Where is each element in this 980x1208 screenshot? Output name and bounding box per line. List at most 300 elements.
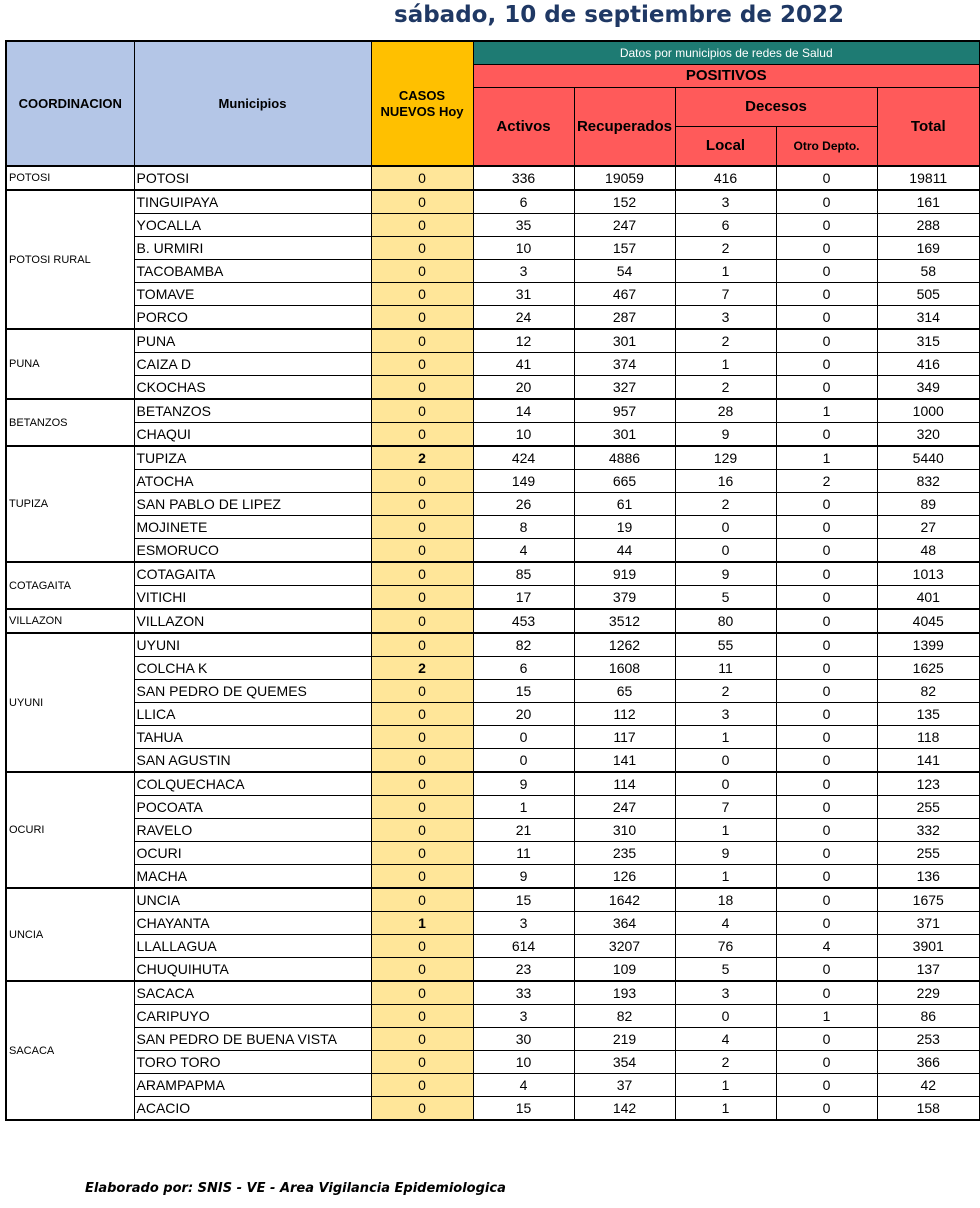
municipio-cell: LLALLAGUA	[134, 935, 371, 958]
recuperados-cell: 354	[574, 1051, 675, 1074]
municipio-cell: SAN PABLO DE LIPEZ	[134, 493, 371, 516]
local-cell: 9	[675, 842, 776, 865]
total-cell: 229	[877, 981, 980, 1005]
new-cases-cell: 0	[371, 562, 473, 586]
activos-cell: 85	[473, 562, 574, 586]
municipio-cell: ESMORUCO	[134, 539, 371, 563]
local-cell: 1	[675, 1074, 776, 1097]
municipio-cell: SAN PEDRO DE QUEMES	[134, 680, 371, 703]
recuperados-cell: 19059	[574, 166, 675, 190]
table-row	[6, 726, 980, 749]
activos-cell: 20	[473, 703, 574, 726]
new-cases-cell: 0	[371, 1005, 473, 1028]
recuperados-cell: 117	[574, 726, 675, 749]
activos-cell: 3	[473, 912, 574, 935]
new-cases-cell: 0	[371, 680, 473, 703]
new-cases-cell: 0	[371, 796, 473, 819]
activos-cell: 17	[473, 586, 574, 610]
municipio-cell: TACOBAMBA	[134, 260, 371, 283]
table-row	[6, 376, 980, 400]
activos-cell: 1	[473, 796, 574, 819]
municipio-cell: TINGUIPAYA	[134, 190, 371, 214]
local-cell: 2	[675, 376, 776, 400]
local-cell: 2	[675, 680, 776, 703]
header-total: Total	[877, 88, 980, 167]
new-cases-cell: 0	[371, 819, 473, 842]
recuperados-cell: 957	[574, 399, 675, 423]
municipio-cell: LLICA	[134, 703, 371, 726]
municipios-table	[5, 40, 980, 1121]
total-cell: 137	[877, 958, 980, 982]
local-cell: 1	[675, 865, 776, 889]
total-cell: 349	[877, 376, 980, 400]
table-row	[6, 819, 980, 842]
coordinacion-cell: POTOSI	[6, 166, 134, 190]
municipio-cell: CHUQUIHUTA	[134, 958, 371, 982]
header-datos: Datos por municipios de redes de Salud	[473, 41, 980, 65]
otro-depto-cell: 4	[776, 935, 877, 958]
municipio-cell: YOCALLA	[134, 214, 371, 237]
header-recuperados: Recuperados	[574, 88, 675, 167]
municipio-cell: UNCIA	[134, 888, 371, 912]
table-row	[6, 1097, 980, 1121]
local-cell: 1	[675, 353, 776, 376]
recuperados-cell: 219	[574, 1028, 675, 1051]
otro-depto-cell: 0	[776, 657, 877, 680]
recuperados-cell: 247	[574, 796, 675, 819]
recuperados-cell: 467	[574, 283, 675, 306]
local-cell: 6	[675, 214, 776, 237]
table-row	[6, 493, 980, 516]
new-cases-cell: 0	[371, 539, 473, 563]
coordinacion-cell: TUPIZA	[6, 446, 134, 562]
local-cell: 9	[675, 562, 776, 586]
new-cases-cell: 0	[371, 306, 473, 330]
table-row	[6, 470, 980, 493]
total-cell: 141	[877, 749, 980, 773]
total-cell: 332	[877, 819, 980, 842]
otro-depto-cell: 0	[776, 609, 877, 633]
activos-cell: 30	[473, 1028, 574, 1051]
municipio-cell: CAIZA D	[134, 353, 371, 376]
local-cell: 1	[675, 819, 776, 842]
total-cell: 832	[877, 470, 980, 493]
total-cell: 416	[877, 353, 980, 376]
new-cases-cell: 0	[371, 958, 473, 982]
recuperados-cell: 1642	[574, 888, 675, 912]
otro-depto-cell: 0	[776, 353, 877, 376]
activos-cell: 14	[473, 399, 574, 423]
activos-cell: 6	[473, 190, 574, 214]
otro-depto-cell: 0	[776, 958, 877, 982]
otro-depto-cell: 0	[776, 1051, 877, 1074]
table-row	[6, 772, 980, 796]
total-cell: 255	[877, 796, 980, 819]
otro-depto-cell: 0	[776, 888, 877, 912]
total-cell: 118	[877, 726, 980, 749]
recuperados-cell: 193	[574, 981, 675, 1005]
activos-cell: 8	[473, 516, 574, 539]
table-row	[6, 446, 980, 470]
new-cases-cell: 1	[371, 912, 473, 935]
header-otro-depto: Otro Depto.	[776, 127, 877, 167]
municipio-cell: RAVELO	[134, 819, 371, 842]
activos-cell: 149	[473, 470, 574, 493]
total-cell: 1675	[877, 888, 980, 912]
otro-depto-cell: 0	[776, 819, 877, 842]
table-row	[6, 1028, 980, 1051]
activos-cell: 0	[473, 749, 574, 773]
total-cell: 1000	[877, 399, 980, 423]
new-cases-cell: 0	[371, 888, 473, 912]
table-row	[6, 1005, 980, 1028]
local-cell: 0	[675, 772, 776, 796]
header-casos-nuevos: CASOS NUEVOS Hoy	[371, 41, 473, 166]
otro-depto-cell: 0	[776, 166, 877, 190]
new-cases-cell: 0	[371, 749, 473, 773]
otro-depto-cell: 0	[776, 539, 877, 563]
recuperados-cell: 301	[574, 423, 675, 447]
activos-cell: 31	[473, 283, 574, 306]
new-cases-cell: 0	[371, 703, 473, 726]
municipio-cell: UYUNI	[134, 633, 371, 657]
municipio-cell: TORO TORO	[134, 1051, 371, 1074]
recuperados-cell: 235	[574, 842, 675, 865]
new-cases-cell: 0	[371, 865, 473, 889]
activos-cell: 3	[473, 260, 574, 283]
local-cell: 1	[675, 726, 776, 749]
activos-cell: 4	[473, 1074, 574, 1097]
table-row	[6, 633, 980, 657]
total-cell: 255	[877, 842, 980, 865]
recuperados-cell: 1262	[574, 633, 675, 657]
table-row	[6, 865, 980, 889]
local-cell: 11	[675, 657, 776, 680]
municipio-cell: CKOCHAS	[134, 376, 371, 400]
recuperados-cell: 3512	[574, 609, 675, 633]
table-row	[6, 214, 980, 237]
total-cell: 135	[877, 703, 980, 726]
total-cell: 42	[877, 1074, 980, 1097]
local-cell: 0	[675, 516, 776, 539]
recuperados-cell: 141	[574, 749, 675, 773]
recuperados-cell: 310	[574, 819, 675, 842]
otro-depto-cell: 0	[776, 237, 877, 260]
recuperados-cell: 157	[574, 237, 675, 260]
recuperados-cell: 327	[574, 376, 675, 400]
activos-cell: 26	[473, 493, 574, 516]
municipio-cell: VITICHI	[134, 586, 371, 610]
table-row	[6, 562, 980, 586]
total-cell: 288	[877, 214, 980, 237]
new-cases-cell: 0	[371, 1074, 473, 1097]
header-activos: Activos	[473, 88, 574, 167]
total-cell: 158	[877, 1097, 980, 1121]
recuperados-cell: 54	[574, 260, 675, 283]
new-cases-cell: 0	[371, 935, 473, 958]
local-cell: 16	[675, 470, 776, 493]
municipio-cell: OCURI	[134, 842, 371, 865]
table-row	[6, 166, 980, 190]
municipio-cell: SAN PEDRO DE BUENA VISTA	[134, 1028, 371, 1051]
recuperados-cell: 109	[574, 958, 675, 982]
activos-cell: 11	[473, 842, 574, 865]
coordinacion-cell: BETANZOS	[6, 399, 134, 446]
municipio-cell: PUNA	[134, 329, 371, 353]
table-row	[6, 306, 980, 330]
municipio-cell: CHAQUI	[134, 423, 371, 447]
activos-cell: 10	[473, 1051, 574, 1074]
new-cases-cell: 0	[371, 609, 473, 633]
new-cases-cell: 0	[371, 842, 473, 865]
local-cell: 2	[675, 237, 776, 260]
header-local: Local	[675, 127, 776, 167]
activos-cell: 10	[473, 423, 574, 447]
municipio-cell: SACACA	[134, 981, 371, 1005]
local-cell: 0	[675, 539, 776, 563]
new-cases-cell: 0	[371, 376, 473, 400]
otro-depto-cell: 0	[776, 1097, 877, 1121]
local-cell: 3	[675, 981, 776, 1005]
recuperados-cell: 82	[574, 1005, 675, 1028]
activos-cell: 20	[473, 376, 574, 400]
otro-depto-cell: 0	[776, 842, 877, 865]
activos-cell: 614	[473, 935, 574, 958]
new-cases-cell: 0	[371, 166, 473, 190]
new-cases-cell: 0	[371, 260, 473, 283]
new-cases-cell: 0	[371, 516, 473, 539]
local-cell: 7	[675, 283, 776, 306]
total-cell: 86	[877, 1005, 980, 1028]
table-header	[6, 41, 980, 166]
new-cases-cell: 0	[371, 329, 473, 353]
municipio-cell: BETANZOS	[134, 399, 371, 423]
total-cell: 315	[877, 329, 980, 353]
otro-depto-cell: 0	[776, 749, 877, 773]
local-cell: 129	[675, 446, 776, 470]
activos-cell: 6	[473, 657, 574, 680]
municipio-cell: POCOATA	[134, 796, 371, 819]
otro-depto-cell: 2	[776, 470, 877, 493]
total-cell: 1399	[877, 633, 980, 657]
total-cell: 123	[877, 772, 980, 796]
coordinacion-cell: UNCIA	[6, 888, 134, 981]
table-row	[6, 329, 980, 353]
new-cases-cell: 0	[371, 283, 473, 306]
municipio-cell: ACACIO	[134, 1097, 371, 1121]
otro-depto-cell: 0	[776, 516, 877, 539]
municipio-cell: VILLAZON	[134, 609, 371, 633]
otro-depto-cell: 0	[776, 306, 877, 330]
activos-cell: 15	[473, 1097, 574, 1121]
recuperados-cell: 152	[574, 190, 675, 214]
total-cell: 371	[877, 912, 980, 935]
otro-depto-cell: 0	[776, 981, 877, 1005]
table-row	[6, 237, 980, 260]
table-row	[6, 586, 980, 610]
otro-depto-cell: 0	[776, 376, 877, 400]
new-cases-cell: 0	[371, 981, 473, 1005]
local-cell: 2	[675, 329, 776, 353]
otro-depto-cell: 0	[776, 1028, 877, 1051]
total-cell: 48	[877, 539, 980, 563]
table-row	[6, 1051, 980, 1074]
activos-cell: 453	[473, 609, 574, 633]
new-cases-cell: 0	[371, 353, 473, 376]
recuperados-cell: 65	[574, 680, 675, 703]
header-coordinacion: COORDINACION	[6, 41, 134, 166]
activos-cell: 336	[473, 166, 574, 190]
municipio-cell: PORCO	[134, 306, 371, 330]
local-cell: 3	[675, 190, 776, 214]
activos-cell: 15	[473, 888, 574, 912]
recuperados-cell: 919	[574, 562, 675, 586]
activos-cell: 23	[473, 958, 574, 982]
otro-depto-cell: 1	[776, 446, 877, 470]
new-cases-cell: 0	[371, 1028, 473, 1051]
municipio-cell: COTAGAITA	[134, 562, 371, 586]
table-row	[6, 423, 980, 447]
activos-cell: 21	[473, 819, 574, 842]
table-row	[6, 260, 980, 283]
local-cell: 1	[675, 1097, 776, 1121]
table-row	[6, 539, 980, 563]
recuperados-cell: 301	[574, 329, 675, 353]
total-cell: 4045	[877, 609, 980, 633]
table-row	[6, 749, 980, 773]
header-municipios: Municipios	[134, 41, 371, 166]
recuperados-cell: 287	[574, 306, 675, 330]
recuperados-cell: 374	[574, 353, 675, 376]
table-row	[6, 981, 980, 1005]
table-row	[6, 703, 980, 726]
new-cases-cell: 2	[371, 657, 473, 680]
otro-depto-cell: 0	[776, 562, 877, 586]
activos-cell: 4	[473, 539, 574, 563]
activos-cell: 82	[473, 633, 574, 657]
total-cell: 58	[877, 260, 980, 283]
new-cases-cell: 0	[371, 1097, 473, 1121]
activos-cell: 12	[473, 329, 574, 353]
table-row	[6, 353, 980, 376]
otro-depto-cell: 0	[776, 423, 877, 447]
recuperados-cell: 44	[574, 539, 675, 563]
header-decesos: Decesos	[675, 88, 877, 127]
activos-cell: 424	[473, 446, 574, 470]
total-cell: 5440	[877, 446, 980, 470]
table-row	[6, 912, 980, 935]
table-body	[6, 166, 980, 1120]
table-row	[6, 796, 980, 819]
new-cases-cell: 0	[371, 772, 473, 796]
recuperados-cell: 112	[574, 703, 675, 726]
local-cell: 5	[675, 586, 776, 610]
activos-cell: 9	[473, 865, 574, 889]
total-cell: 253	[877, 1028, 980, 1051]
local-cell: 3	[675, 703, 776, 726]
new-cases-cell: 0	[371, 470, 473, 493]
total-cell: 314	[877, 306, 980, 330]
otro-depto-cell: 1	[776, 399, 877, 423]
activos-cell: 3	[473, 1005, 574, 1028]
otro-depto-cell: 0	[776, 680, 877, 703]
recuperados-cell: 1608	[574, 657, 675, 680]
municipio-cell: TOMAVE	[134, 283, 371, 306]
activos-cell: 35	[473, 214, 574, 237]
local-cell: 7	[675, 796, 776, 819]
activos-cell: 10	[473, 237, 574, 260]
recuperados-cell: 142	[574, 1097, 675, 1121]
total-cell: 505	[877, 283, 980, 306]
municipio-cell: TAHUA	[134, 726, 371, 749]
coordinacion-cell: VILLAZON	[6, 609, 134, 633]
recuperados-cell: 364	[574, 912, 675, 935]
coordinacion-cell: SACACA	[6, 981, 134, 1120]
report-title: sábado, 10 de septiembre de 2022	[394, 2, 844, 28]
activos-cell: 0	[473, 726, 574, 749]
otro-depto-cell: 0	[776, 586, 877, 610]
table-row	[6, 842, 980, 865]
table-row	[6, 609, 980, 633]
new-cases-cell: 0	[371, 493, 473, 516]
local-cell: 55	[675, 633, 776, 657]
total-cell: 401	[877, 586, 980, 610]
recuperados-cell: 114	[574, 772, 675, 796]
new-cases-cell: 0	[371, 1051, 473, 1074]
municipio-cell: CHAYANTA	[134, 912, 371, 935]
otro-depto-cell: 0	[776, 703, 877, 726]
recuperados-cell: 379	[574, 586, 675, 610]
new-cases-cell: 0	[371, 423, 473, 447]
municipio-cell: CARIPUYO	[134, 1005, 371, 1028]
otro-depto-cell: 0	[776, 865, 877, 889]
local-cell: 416	[675, 166, 776, 190]
municipio-cell: ARAMPAPMA	[134, 1074, 371, 1097]
recuperados-cell: 665	[574, 470, 675, 493]
activos-cell: 33	[473, 981, 574, 1005]
local-cell: 18	[675, 888, 776, 912]
recuperados-cell: 4886	[574, 446, 675, 470]
otro-depto-cell: 0	[776, 726, 877, 749]
municipio-cell: MOJINETE	[134, 516, 371, 539]
municipio-cell: B. URMIRI	[134, 237, 371, 260]
new-cases-cell: 0	[371, 633, 473, 657]
otro-depto-cell: 1	[776, 1005, 877, 1028]
municipio-cell: ATOCHA	[134, 470, 371, 493]
activos-cell: 15	[473, 680, 574, 703]
local-cell: 0	[675, 1005, 776, 1028]
otro-depto-cell: 0	[776, 493, 877, 516]
activos-cell: 9	[473, 772, 574, 796]
total-cell: 136	[877, 865, 980, 889]
table-row	[6, 680, 980, 703]
municipio-cell: MACHA	[134, 865, 371, 889]
total-cell: 27	[877, 516, 980, 539]
total-cell: 366	[877, 1051, 980, 1074]
coordinacion-cell: PUNA	[6, 329, 134, 399]
table-row	[6, 283, 980, 306]
activos-cell: 24	[473, 306, 574, 330]
municipio-cell: SAN AGUSTIN	[134, 749, 371, 773]
table-row	[6, 399, 980, 423]
total-cell: 89	[877, 493, 980, 516]
local-cell: 9	[675, 423, 776, 447]
total-cell: 161	[877, 190, 980, 214]
table-row	[6, 888, 980, 912]
recuperados-cell: 37	[574, 1074, 675, 1097]
recuperados-cell: 3207	[574, 935, 675, 958]
local-cell: 4	[675, 1028, 776, 1051]
